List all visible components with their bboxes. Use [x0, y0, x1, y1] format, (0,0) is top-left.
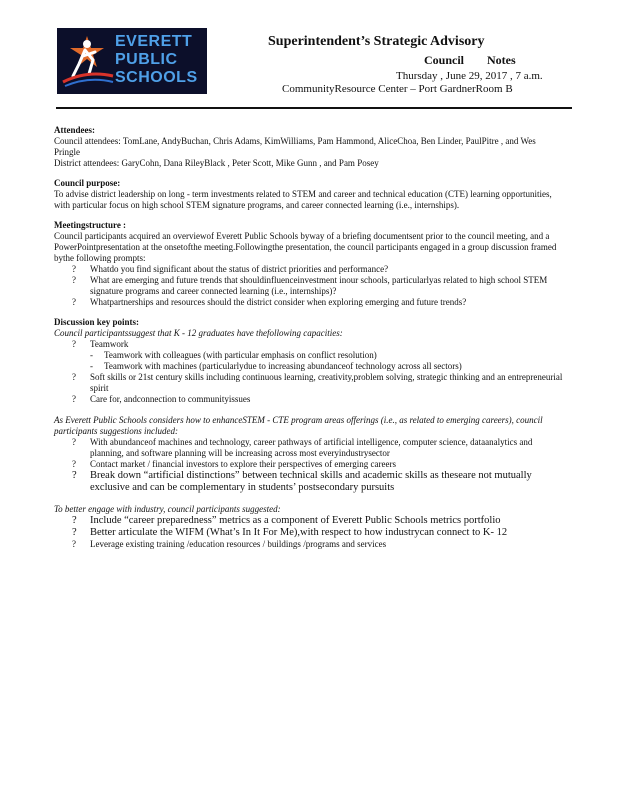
meeting-location: CommunityResource Center – Port GardnerRoom B	[282, 83, 513, 95]
bullet-icon: ?	[72, 539, 76, 549]
district-logo	[57, 28, 207, 94]
list-item	[54, 515, 564, 527]
list-item	[54, 339, 564, 350]
list-item	[54, 539, 564, 550]
industry-list	[54, 515, 564, 550]
list-item-text: With abundanceof machines and technology, career pathways of artificial intelligence, computer science, dataanalytics and planning, and software planning will be increasing across most everyindustrysector	[90, 437, 533, 458]
bullet-icon: ?	[72, 515, 77, 526]
dash-icon: -	[90, 361, 93, 371]
capacities-intro: Council participantssuggest that K - 12 graduates have thefollowing capacities:	[54, 328, 343, 338]
suggestions-intro: As Everett Public Schools considers how to enhanceSTEM - CTE program areas offerings (i.e., as related to emerging careers), council participants suggestions included:	[54, 415, 543, 436]
list-item	[54, 470, 564, 494]
logo-line-3: SCHOOLS	[115, 69, 198, 86]
structure-text: Council participants acquired an overviewof Everett Public Schools byway of a briefing documentsent prior to the council meeting, and a PowerPointpresentation at the onsetofthe meeting.Followingthe presentation, the council participants engaged in a group discussion framed bythe following prompts:	[54, 231, 557, 263]
document-title: Superintendent’s Strategic Advisory	[268, 34, 485, 49]
bullet-icon: ?	[72, 527, 77, 538]
list-item-text: Teamwork with colleagues (with particular emphasis on conflict resolution)	[104, 350, 377, 360]
list-item-text: Teamwork with machines (particularlydue to increasing abundanceof technology across all sectors)	[104, 361, 462, 371]
star-runner-icon	[59, 30, 117, 92]
list-item-text: Break down “artificial distinctions” between technical skills and academic skills as theseare not mutually exclusive and can be complementary in students’ postsecondary pursuits	[90, 470, 532, 493]
structure-heading: Meetingstructure :	[54, 220, 127, 230]
district-attendees: District attendees: GaryCohn, Dana RileyBlack , Peter Scott, Mike Gunn , and Pam Posey	[54, 158, 379, 168]
list-item-text: What are emerging and future trends that shouldinfluenceinvestment inour schools, particularlyas related to high school STEM signature programs and career connected learning (i.e., internships)?	[90, 275, 548, 296]
document-subtitle: Council Notes	[424, 53, 516, 67]
list-item	[54, 275, 564, 297]
bullet-icon: ?	[72, 264, 76, 274]
logo-line-1: EVERETT	[115, 33, 193, 50]
list-item	[54, 394, 564, 405]
list-item	[54, 297, 564, 308]
bullet-icon: ?	[72, 372, 76, 382]
suggestions-list	[54, 437, 564, 494]
bullet-icon: ?	[72, 297, 76, 307]
list-item	[54, 437, 564, 459]
bullet-icon: ?	[72, 437, 76, 447]
bullet-icon: ?	[72, 394, 76, 404]
dash-icon: -	[90, 350, 93, 360]
list-item	[54, 264, 564, 275]
list-item-text: Contact market / financial investors to explore their perspectives of emerging careers	[90, 459, 396, 469]
list-item-text: Whatpartnerships and resources should the district consider when exploring emerging and future trends?	[90, 297, 467, 307]
notes-body	[54, 125, 564, 550]
list-item	[54, 459, 564, 470]
industry-intro: To better engage with industry, council participants suggested:	[54, 504, 281, 514]
purpose-heading: Council purpose:	[54, 178, 121, 188]
purpose-text: To advise district leadership on long - term investments related to STEM and career and technical education (CTE) learning opportunities, with particular focus on high school STEM signature programs, and career connected learning (i.e., internships).	[54, 189, 552, 210]
bullet-icon: ?	[72, 339, 76, 349]
list-item-text: Teamwork	[90, 339, 129, 349]
sub-list-item	[54, 361, 564, 372]
sub-list-item	[54, 350, 564, 361]
capacities-list	[54, 339, 564, 405]
bullet-icon: ?	[72, 275, 76, 285]
list-item-text: Soft skills or 21st century skills including continuous learning, creativity,problem solving, strategic thinking and an entrepreneurial spirit	[90, 372, 563, 393]
list-item	[54, 372, 564, 394]
attendees-heading: Attendees:	[54, 125, 95, 135]
discussion-heading: Discussion key points:	[54, 317, 140, 327]
prompt-list	[54, 264, 564, 308]
meeting-date: Thursday , June 29, 2017 , 7 a.m.	[396, 70, 543, 82]
logo-line-2: PUBLIC	[115, 51, 178, 68]
list-item-text: Leverage existing training /education resources / buildings /programs and services	[90, 539, 387, 549]
bullet-icon: ?	[72, 470, 77, 481]
header-divider	[56, 107, 572, 109]
list-item	[54, 527, 564, 539]
list-item-text: Include “career preparedness” metrics as a component of Everett Public Schools metrics portfolio	[90, 515, 501, 526]
logo-wordmark	[115, 33, 207, 87]
list-item-text: Whatdo you find significant about the status of district priorities and performance?	[90, 264, 389, 274]
list-item-text: Better articulate the WIFM (What’s In It For Me),with respect to how industrycan connect to K- 12	[90, 527, 508, 538]
bullet-icon: ?	[72, 459, 76, 469]
list-item-text: Care for, andconnection to communityissues	[90, 394, 251, 404]
council-attendees: Council attendees: TomLane, AndyBuchan, Chris Adams, KimWilliams, Pam Hammond, AliceChoa, Ben Linder, PaulPitre , and Wes Pringle	[54, 136, 536, 157]
